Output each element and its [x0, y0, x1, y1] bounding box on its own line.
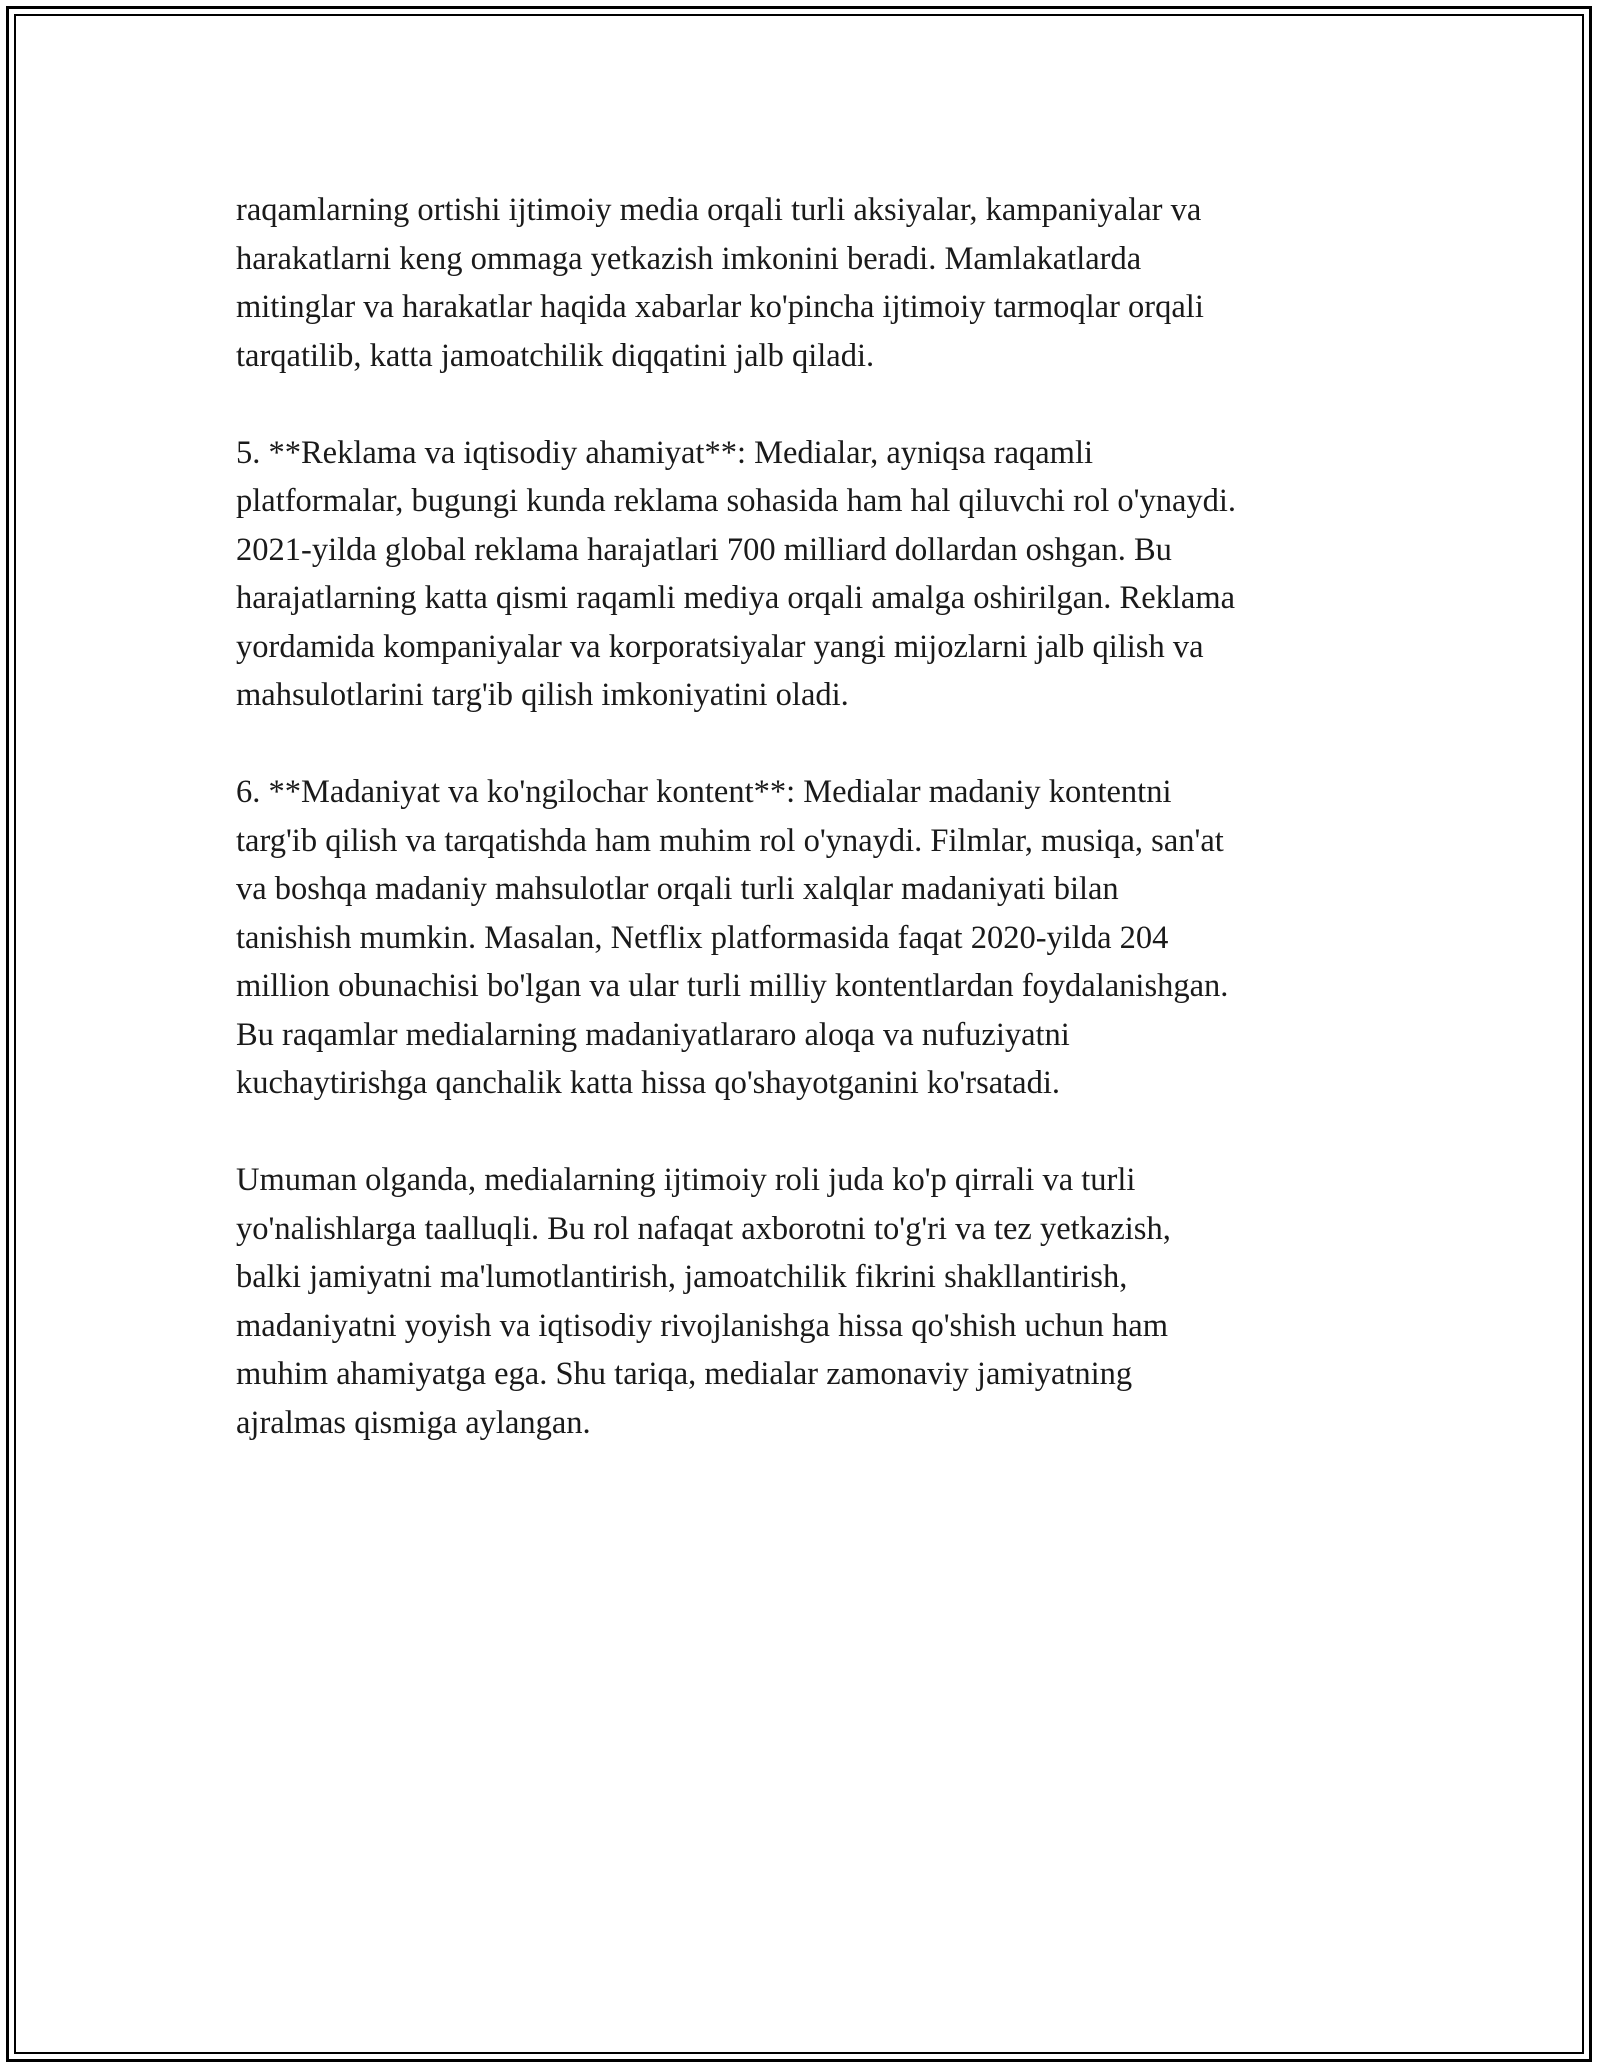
text-line: balki jamiyatni ma'lumotlantirish, jamoatchilik fikrini shakllantirish, [236, 1259, 1128, 1295]
text-line: yo'nalishlarga taalluqli. Bu rol nafaqat axborotni to'g'ri va tez yetkazish, [236, 1210, 1171, 1247]
text-line: 2021-yilda global reklama harajatlari 700 milliard dollardan oshgan. Bu [236, 531, 1172, 568]
text-line: 5. **Reklama va iqtisodiy ahamiyat**: Medialar, ayniqsa raqamli [236, 434, 1094, 471]
paragraph-advertising [236, 429, 1376, 720]
text-line: va boshqa madaniy mahsulotlar orqali turli xalqlar madaniyati bilan [236, 871, 1119, 907]
text-line: targ'ib qilish va tarqatishda ham muhim rol o'ynaydi. Filmlar, musiqa, san'at [236, 822, 1224, 859]
text-line: muhim ahamiyatga ega. Shu tariqa, medialar zamonaviy jamiyatning [236, 1356, 1133, 1392]
paragraph-intro [236, 186, 1376, 380]
text-line: mahsulotlarini targ'ib qilish imkoniyatini oladi. [236, 677, 849, 713]
text-line: Bu raqamlar medialarning madaniyatlararo aloqa va nufuziyatni [236, 1016, 1070, 1053]
text-line: madaniyatni yoyish va iqtisodiy rivojlanishga hissa qo'shish uchun ham [236, 1307, 1169, 1344]
text-line: yordamida kompaniyalar va korporatsiyalar yangi mijozlarni jalb qilish va [236, 628, 1204, 665]
text-line: tarqatilib, katta jamoatchilik diqqatini jalb qiladi. [236, 337, 875, 374]
document-body [236, 186, 1376, 1496]
text-line: ajralmas qismiga aylangan. [236, 1404, 591, 1441]
paragraph-culture [236, 768, 1376, 1108]
text-line: harakatlarni keng ommaga yetkazish imkonini beradi. Mamlakatlarda [236, 240, 1142, 277]
paragraph-conclusion [236, 1156, 1376, 1447]
text-line: harajatlarning katta qismi raqamli mediya orqali amalga oshirilgan. Reklama [236, 580, 1236, 616]
text-line: raqamlarning ortishi ijtimoiy media orqali turli aksiyalar, kampaniyalar va [236, 192, 1202, 228]
text-line: 6. **Madaniyat va ko'ngilochar kontent**: Medialar madaniy kontentni [236, 774, 1172, 810]
text-line: million obunachisi bo'lgan va ular turli milliy kontentlardan foydalanishgan. [236, 968, 1229, 1004]
text-line: mitinglar va harakatlar haqida xabarlar ko'pincha ijtimoiy tarmoqlar orqali [236, 289, 1204, 325]
text-line: platformalar, bugungi kunda reklama sohasida ham hal qiluvchi rol o'ynaydi. [236, 483, 1237, 519]
text-line: Umuman olganda, medialarning ijtimoiy roli juda ko'p qirrali va turli [236, 1162, 1136, 1198]
text-line: kuchaytirishga qanchalik katta hissa qo'shayotganini ko'rsatadi. [236, 1065, 1061, 1101]
text-line: tanishish mumkin. Masalan, Netflix platformasida faqat 2020-yilda 204 [236, 919, 1169, 956]
